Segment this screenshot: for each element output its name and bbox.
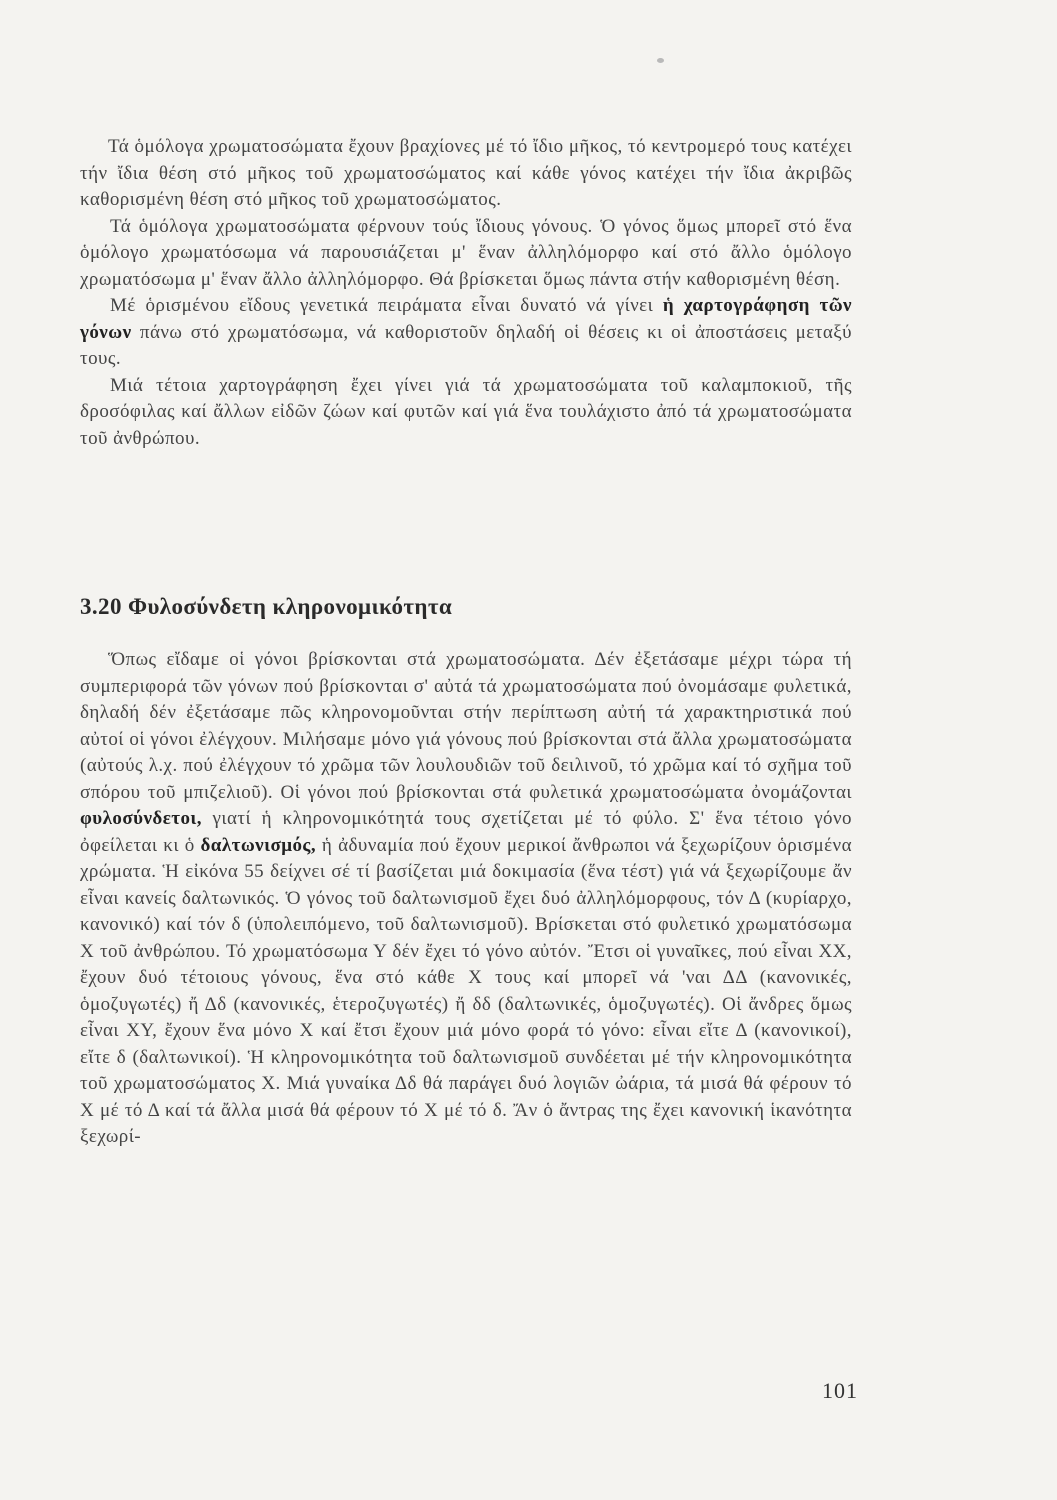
paragraph-sex-linked-text-c: ἡ ἀδυναμία πού ἔχουν μερικοί ἄνθρωποι νά ξεχωρίζουν ὁρισμένα χρώματα. Ἡ εἰκόνα 55 δείχνει σέ τί βασίζεται μιά δοκιμασία (ἕνα τέστ) γιά νά ξεχωρίζουμε ἄν εἶναι κανείς δαλτωνικός. Ὁ γόνος τοῦ δαλτωνισμοῦ ἔχει δυό ἀλληλόμορφους, τόν Δ (κυρίαρχο, κανονικό) καί τόν δ (ὑπολειπόμενο, τοῦ δαλτωνισμοῦ). Βρίσκεται στό φυλετικό χρωματόσωμα Χ τοῦ ἀνθρώπου. Τό χρωματόσωμα Υ δέν ἔχει τό γόνο αὐτόν. Ἔτσι οἱ γυναῖκες, πού εἶναι ΧΧ, ἔχουν δυό τέτοιους γόνους, ἕνα στό κάθε Χ τους καί μπορεῖ νά 'ναι ΔΔ (κανονικές, ὁμοζυγωτές) ἤ Δδ (κανονικές, ἑτεροζυγωτές) ἤ δδ (δαλτωνικές, ὁμοζυγωτές). Οἱ ἄνδρες ὅμως εἶναι ΧΥ, ἔχουν ἕνα μόνο Χ καί ἔτσι ἔχουν μιά μόνο φορά τό γόνο: εἶναι εἴτε Δ (κανονικοί), εἴτε δ (δαλτωνικοί). Ἡ κληρονομικότητα τοῦ δαλτωνισμοῦ συνδέεται μέ τήν κληρονομικότητα τοῦ χρωματοσώματος Χ. Μιά γυναίκα Δδ θά παράγει δυό λογιῶν ὠάρια, τά μισά θά φέρουν τό Χ μέ τό Δ καί τά ἄλλα μισά θά φέρουν τό Χ μέ τό δ. Ἄν ὁ ἄντρας της ἔχει κανονική ἱκανότητα ξεχωρί- <box>80 834 852 1147</box>
scan-speck <box>657 58 664 63</box>
paragraph-sex-linked-text-b: γιατί ἡ κληρονομικότητά τους σχετίζεται μέ τό φύλο. Σ' ἕνα τέτοιο γόνο ὀφείλεται κι ὁ <box>80 808 852 856</box>
paragraph-gene-mapping-text-b: πάνω στό χρωματόσωμα, νά καθοριστοῦν δηλαδή οἱ θέσεις κι οἱ ἀποστάσεις μεταξύ τους. <box>80 321 852 369</box>
paragraph-gene-mapping-text-a: Μέ ὁρισμένου εἴδους γενετικά πειράματα εἶναι δυνατό νά γίνει <box>110 295 663 316</box>
page-number: 101 <box>822 1378 858 1403</box>
paragraph-gene-mapping <box>80 293 852 373</box>
term-sex-linked: φυλοσύνδετοι, <box>80 808 202 829</box>
section-sex-linked-inheritance <box>80 647 852 1151</box>
paragraph-sex-linked <box>80 647 852 1151</box>
paragraph-alleles: Τά ὁμόλογα χρωματοσώματα φέρνουν τούς ἴδιους γόνους. Ὁ γόνος ὅμως μπορεῖ στό ἕνα ὁμόλογο χρωματόσωμα νά παρουσιάζεται μ' ἕναν ἀλληλόμορφο καί στό ἄλλο ὁμόλογο χρωματόσωμα μ' ἕναν ἄλλο ἀλληλόμορφο. Θά βρίσκεται ὅμως πάντα στήν καθορισμένη θέση. <box>80 215 852 290</box>
paragraph-homologous-chromosomes: Τά ὁμόλογα χρωματοσώματα ἔχουν βραχίονες μέ τό ἴδιο μῆκος, τό κεντρομερό τους κατέχει τήν ἴδια θέση στό μῆκος τοῦ χρωματοσώματος καί κάθε γόνος κατέχει τήν ἴδια ἀκριβῶς καθορισμένη θέση στό μῆκος τοῦ χρωματοσώματος. <box>80 136 852 210</box>
paragraph-mapping-examples: Μιά τέτοια χαρτογράφηση ἔχει γίνει γιά τά χρωματοσώματα τοῦ καλαμποκιοῦ, τῆς δροσόφιλας καί ἄλλων εἰδῶν ζώων καί φυτῶν καί γιά ἕνα τουλάχιστο ἀπό τά χρωματοσώματα τοῦ ἀνθρώπου. <box>80 374 852 449</box>
section-heading: 3.20 Φυλοσύνδετη κληρονομικότητα <box>80 594 453 619</box>
term-color-blindness: δαλτωνισμός, <box>200 834 317 856</box>
term-gene-mapping: ἡ χαρτογράφηση τῶν γόνων <box>80 295 852 343</box>
paragraph-sex-linked-text-a: Ὅπως εἴδαμε οἱ γόνοι βρίσκονται στά χρωματοσώματα. Δέν ἐξετάσαμε μέχρι τώρα τή συμπεριφορά τῶν γόνων πού βρίσκονται σ' αὐτά τά χρωματοσώματα πού ὀνομάσαμε φυλετικά, δηλαδή δέν ἐξετάσαμε πῶς κληρονομοῦνται στήν περίπτωση αὐτή τά χαρακτηριστικά πού αὐτοί οἱ γόνοι ἐλέγχουν. Μιλήσαμε μόνο γιά γόνους πού βρίσκονται στά ἄλλα χρωματοσώματα (αὐτούς λ.χ. πού ἐλέγχουν τό χρῶμα τῶν λουλουδιῶν τοῦ δειλινοῦ, τό χρῶμα καί τό σχῆμα τοῦ σπόρου τοῦ μπιζελιοῦ). Οἱ γόνοι πού βρίσκονται στά φυλετικά χρωματοσώματα ὀνομάζονται <box>80 649 852 803</box>
section-genes-on-chromosomes <box>80 134 852 452</box>
